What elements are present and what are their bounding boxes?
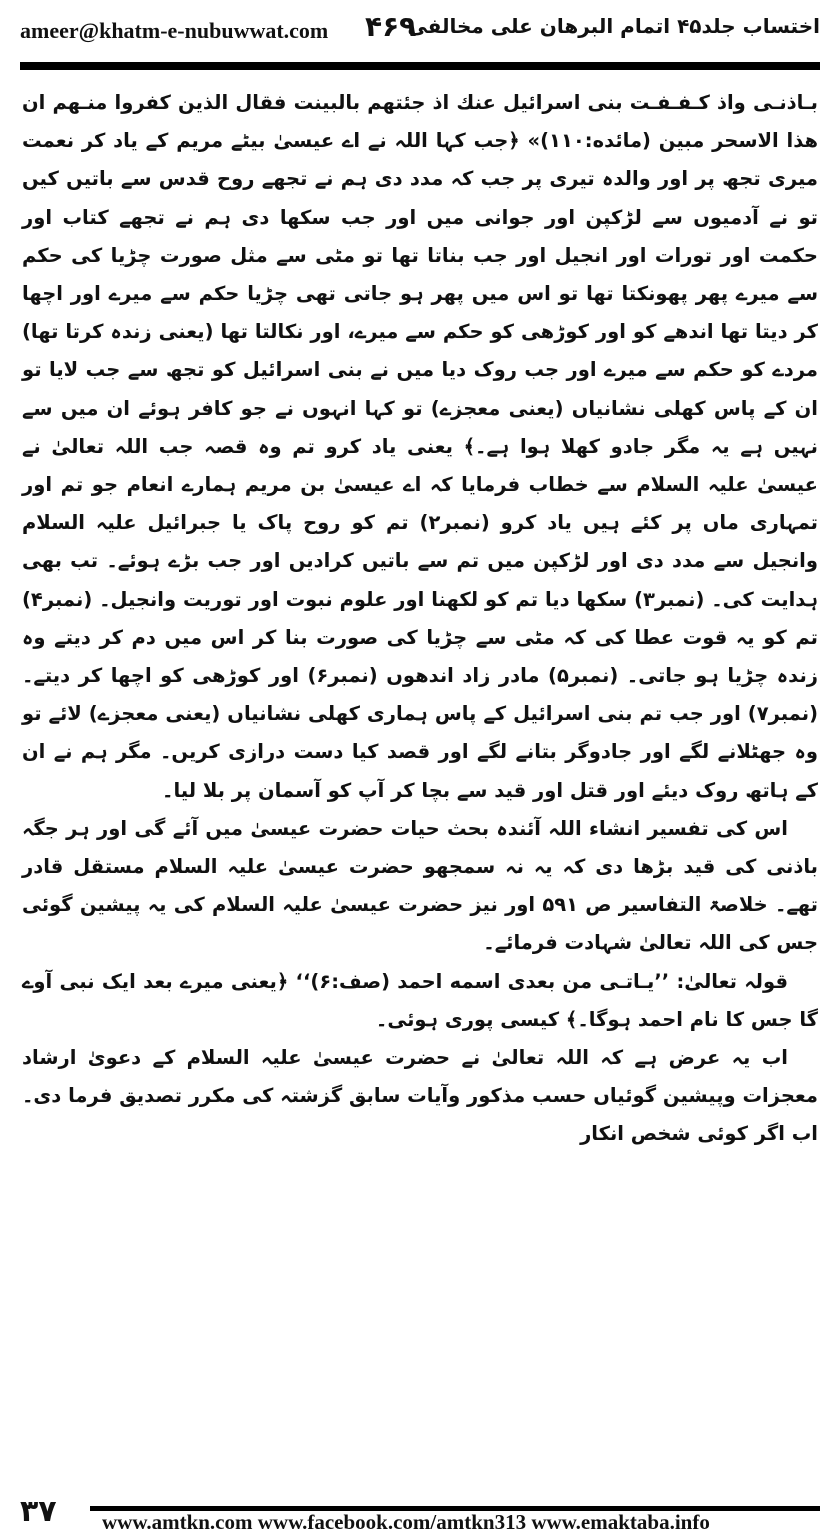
header-rule (20, 62, 820, 70)
header-email: ameer@khatm-e-nubuwwat.com (20, 18, 329, 43)
header-page-number: ۴۶۹ (365, 10, 417, 43)
page-body (22, 84, 818, 1464)
paragraph-quran-verse: بـاذنـی واذ کـفـفـت بنی اسرائیل عنك اذ جئتهم بالبینت فقال الذین کفروا منـهم ان هذا الاسحر مبین (مائده:۱۱۰)» ﴿جب کہا اللہ نے اے عیسیٰ بیٹے مریم کے یاد کر نعمت میری تجھ پر اور والدہ تیری پر جب کہ مدد دی ہم نے تجھے روح قدس سے باتیں کیں تو نے آدمیوں سے لڑکپن اور جوانی میں اور جب سکھا دی ہم نے تجھے کتاب اور حکمت اور تورات اور انجیل اور جب بناتا تھا تو مٹی سے مثل صورت چڑیا کی حکم سے میرے پھر پھونکتا تھا تو اس میں پھر ہو جاتی تھی چڑیا حکم سے میرے اور اچھا کر دیتا تھا اندھے کو اور کوڑھی کو حکم سے میرے، اور نکالتا تھا (یعنی زندہ کرتا تھا) مردے کو حکم سے میرے اور جب روک دیا میں نے بنی اسرائیل کو تجھ سے جب لایا تو ان کے پاس کھلی نشانیاں (یعنی معجزے) تو کہا انہوں نے جو کافر ہوئے ان میں سے نہیں ہے یہ مگر جادو کھلا ہوا ہے۔﴾ یعنی یاد کرو تم وہ قصہ جب اللہ تعالیٰ نے عیسیٰ علیہ السلام سے خطاب فرمایا کہ اے عیسیٰ بن مریم ہمارے انعام جو تم اور تمہاری ماں پر کئے ہیں یاد کرو (نمبر۲) تم کو روح پاک یا جبرائیل علیہ السلام وانجیل سے مدد دی اور لڑکپن میں تم سے باتیں کرادیں اور جب بڑے ہوئے۔ تب بھی ہدایت کی۔ (نمبر۳) سکھا دیا تم کو لکھنا اور علوم نبوت اور توریت وانجیل۔ (نمبر۴) تم کو یہ قوت عطا کی کہ مٹی سے چڑیا کی صورت بنا کر اس میں دم کر دیتے وہ زندہ چڑیا ہو جاتی۔ (نمبر۵) مادر زاد اندھوں (نمبر۶) اور کوڑھی کو اچھا کر دیتے۔ (نمبر۷) اور جب تم بنی اسرائیل کے پاس ہماری کھلی نشانیاں (یعنی معجزے) لائے تو وہ جھٹلانے لگے اور جادوگر بتانے لگے اور قصد کیا دست درازی کریں۔ مگر ہم نے ان کے ہاتھ روک دیئے اور قتل اور قید سے بچا کر آپ کو آسمان پر بلا لیا۔ (22, 91, 818, 802)
paragraph-prophecy: قولہ تعالیٰ: ’’یـاتـی من بعدی اسمه احمد (صف:۶)‘‘ ﴿یعنی میرے بعد ایک نبی آوے گا جس کا نام احمد ہوگا۔﴾ کیسی پوری ہوئی۔ (22, 969, 818, 1031)
footer-page-number: ۳۷ (20, 1494, 57, 1529)
footer-urls: www.amtkn.com www.facebook.com/amtkn313 www.emaktaba.info (102, 1510, 710, 1534)
paragraph-conclusion: اب یہ عرض ہے کہ اللہ تعالیٰ نے حضرت عیسیٰ علیہ السلام کے دعویٰ ارشاد معجزات وپیشین گوئیاں حسب مذکور وآیات سابق گزشتہ کی مکرر تصدیق فرما دی۔ اب اگر کوئی شخص انکار (22, 1046, 818, 1146)
header-book-title: اختساب جلد۴۵ اتمام البرهان علی مخالفی (407, 14, 820, 38)
page-footer (20, 1494, 820, 1534)
page-header (20, 10, 820, 54)
paragraph-tafseer: اس کی تفسیر انشاء اللہ آئندہ بحث حیات حضرت عیسیٰ میں آئے گی اور ہر جگہ باذنی کی قید بڑھا دی کہ یہ نہ سمجھو حضرت عیسیٰ علیہ السلام مستقل قادر تھے۔ خلاصۃ التفاسیر ص ۵۹۱ اور نیز حضرت عیسیٰ علیہ السلام کی یہ پیشین گوئی جس کی اللہ تعالیٰ شہادت فرمائے۔ (22, 816, 819, 955)
